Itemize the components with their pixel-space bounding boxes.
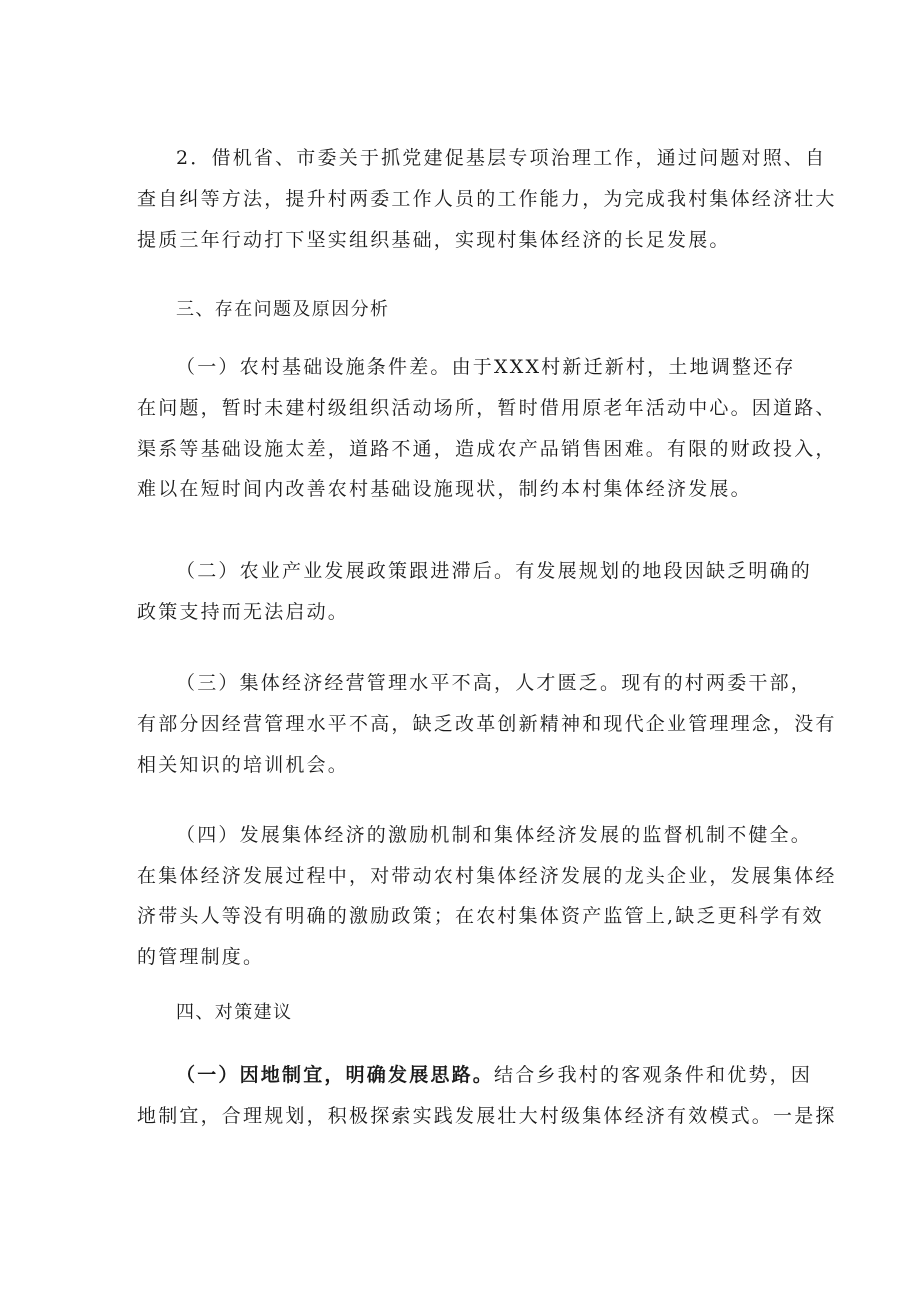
suggestion-1-bold-lead: （一）因地制宜，明确发展思路。 xyxy=(176,1064,495,1086)
suggestion-1-line-2: 地制宜，合理规划，积极探索实践发展壮大村级集体经济有效模式。一是探 xyxy=(137,1105,837,1127)
issue-4-line-3: 济带头人等没有明确的激励政策；在农村集体资产监管上,缺乏更科学有效 xyxy=(137,905,824,927)
issue-4-line-4: 的管理制度。 xyxy=(137,946,265,968)
suggestion-1-line-1-rest: 结合乡我村的客观条件和优势，因 xyxy=(494,1064,813,1086)
section-heading-suggestions: 四、对策建议 xyxy=(176,1002,293,1023)
issue-4-line-1: （四）发展集体经济的激励机制和集体经济发展的监督机制不健全。 xyxy=(176,824,813,846)
issue-3-line-2: 有部分因经营管理水平不高，缺乏改革创新精神和现代企业管理理念，没有 xyxy=(137,713,837,735)
paragraph-2-line-3: 提质三年行动打下坚实组织基础，实现村集体经济的长足发展。 xyxy=(137,229,731,251)
paragraph-2-line-2: 查自纠等方法，提升村两委工作人员的工作能力，为完成我村集体经济壮大 xyxy=(137,188,837,210)
issue-1-line-2: 在问题，暂时未建村级组织活动场所，暂时借用原老年活动中心。因道路、 xyxy=(137,397,837,419)
issue-4-line-2: 在集体经济发展过程中，对带动农村集体经济发展的龙头企业，发展集体经 xyxy=(137,865,837,887)
issue-1-line-1: （一）农村基础设施条件差。由于XXX村新迁新村，土地调整还存 xyxy=(176,356,796,378)
section-heading-problems: 三、存在问题及原因分析 xyxy=(176,299,390,320)
issue-3-line-3: 相关知识的培训机会。 xyxy=(137,754,350,776)
issue-3-line-1: （三）集体经济经营管理水平不高，人才匮乏。现有的村两委干部， xyxy=(176,672,813,694)
paragraph-2-line-1: 2．借机省、市委关于抓党建促基层专项治理工作，通过问题对照、自 xyxy=(176,147,827,169)
issue-1-line-4: 难以在短时间内改善农村基础设施现状，制约本村集体经济发展。 xyxy=(137,478,752,500)
issue-1-line-3: 渠系等基础设施太差，道路不通，造成农产品销售困难。有限的财政投入， xyxy=(137,438,837,460)
suggestion-1-line-1 xyxy=(176,1063,812,1087)
issue-2-line-2: 政策支持而无法启动。 xyxy=(137,601,350,623)
issue-2-line-1: （二）农业产业发展政策跟进滞后。有发展规划的地段因缺乏明确的 xyxy=(176,560,813,582)
